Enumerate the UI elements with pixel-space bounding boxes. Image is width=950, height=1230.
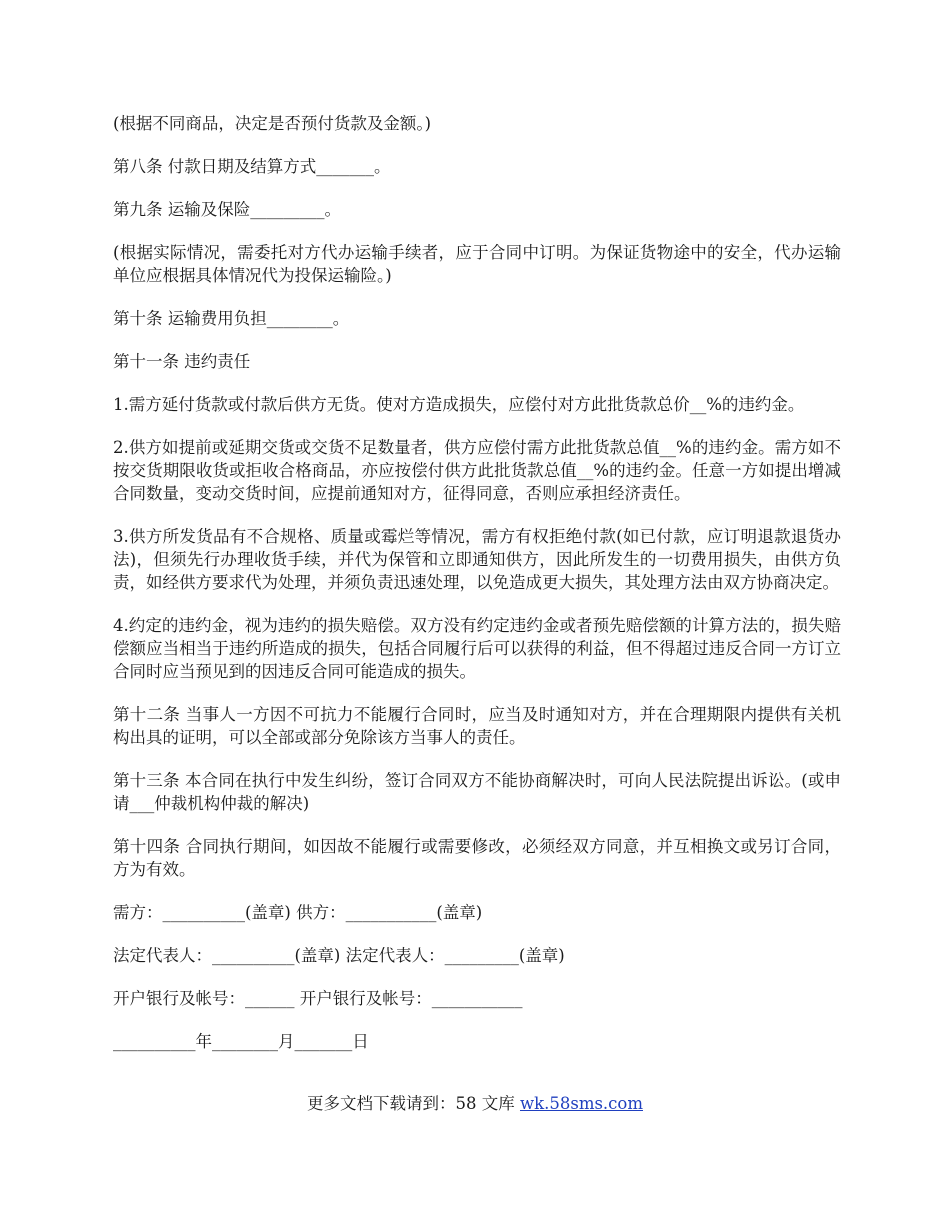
signature-date: __________年________月_______日	[113, 1032, 369, 1051]
note-prepayment: (根据不同商品，决定是否预付货款及金额。)	[113, 114, 432, 133]
clause-14: 第十四条 合同执行期间，如因故不能履行或需要修改，必须经双方同意，并互相换文或另订合同，方为有效。	[113, 837, 841, 879]
footer-link[interactable]: wk.58sms.com	[519, 1094, 643, 1113]
note-transport: (根据实际情况，需委托对方代办运输手续者，应于合同中订明。为保证货物途中的安全，代办运输单位应根据具体情况代为投保运输险。)	[113, 243, 841, 285]
clause-11-item-3: 3.供方所发货品有不合规格、质量或霉烂等情况，需方有权拒绝付款(如已付款，应订明退款退货办法)，但须先行办理收货手续，并代为保管和立即通知供方，因此所发生的一切费用损失，由供方负责，如经供方要求代为处理，并须负责迅速处理，以免造成更大损失，其处理方法由双方协商决定。	[113, 527, 841, 592]
clause-12: 第十二条 当事人一方因不可抗力不能履行合同时，应当及时通知对方，并在合理期限内提供有关机构出具的证明，可以全部或部分免除该方当事人的责任。	[113, 705, 841, 747]
signature-bank-accounts: 开户银行及帐号：______ 开户银行及帐号：___________	[113, 989, 523, 1008]
clause-13: 第十三条 本合同在执行中发生纠纷，签订合同双方不能协商解决时，可向人民法院提出诉讼。(或申请___仲裁机构仲裁的解决)	[113, 771, 841, 813]
clause-11-heading: 第十一条 违约责任	[113, 352, 251, 371]
signature-parties: 需方：__________(盖章) 供方：___________(盖章)	[113, 903, 483, 922]
document-body	[113, 112, 841, 1073]
clause-11-item-2: 2.供方如提前或延期交货或交货不足数量者，供方应偿付需方此批货款总值__%的违约金。需方如不按交货期限收货或拒收合格商品，亦应按偿付供方此批货款总值__%的违约金。任意一方如提出增减合同数量，变动交货时间，应提前通知对方，征得同意，否则应承担经济责任。	[113, 438, 841, 503]
signature-representatives: 法定代表人：__________(盖章) 法定代表人：_________(盖章)	[113, 946, 565, 965]
footer	[0, 1092, 950, 1115]
clause-9-transport: 第九条 运输及保险_________。	[113, 200, 341, 219]
footer-text: 更多文档下载请到：58 文库	[306, 1094, 520, 1113]
clause-11-item-1: 1.需方延付货款或付款后供方无货。使对方造成损失，应偿付对方此批货款总价__%的违约金。	[113, 395, 805, 414]
clause-11-item-4: 4.约定的违约金，视为违约的损失赔偿。双方没有约定违约金或者预先赔偿额的计算方法的，损失赔偿额应当相当于违约所造成的损失，包括合同履行后可以获得的利益，但不得超过违反合同一方订立合同时应当预见到的因违反合同可能造成的损失。	[113, 616, 841, 681]
clause-8-payment: 第八条 付款日期及结算方式_______。	[113, 157, 391, 176]
clause-10-freight: 第十条 运输费用负担________。	[113, 309, 350, 328]
